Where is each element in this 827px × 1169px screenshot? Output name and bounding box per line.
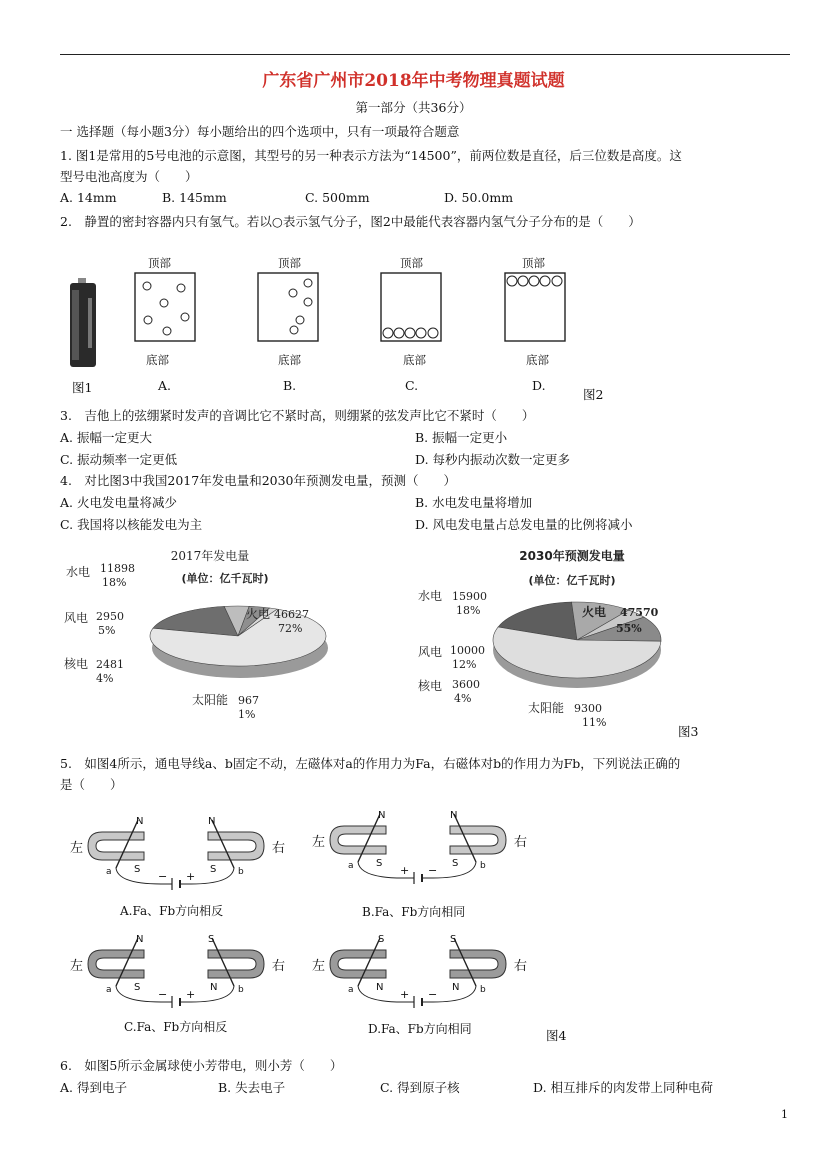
pie2030-value-thermal: 47570 (620, 606, 659, 619)
box-a (134, 272, 196, 342)
pie2017-value-wind: 2950 (96, 610, 124, 623)
pie-chart-2030 (412, 540, 682, 730)
box-c-label: C. (405, 378, 419, 393)
q4-option-b: B. 水电发电量将增加 (415, 495, 533, 510)
box-d-bottom-label: 底部 (526, 353, 549, 367)
right-side-label: 右 (514, 959, 528, 974)
pie2017-subtitle: (单位：亿千瓦时) (181, 572, 269, 585)
wire-a-label: a (106, 867, 112, 877)
left-magnet-top-pole: S (378, 934, 385, 945)
q1-option-b: B. 145mm (162, 190, 227, 205)
battery-sign-right: − (428, 864, 438, 877)
pie2017-value-solar: 967 (238, 694, 259, 707)
part-heading: 第一部分（共36分） (355, 100, 472, 115)
section-heading: 一 选择题（每小题3分）每小题给出的四个选项中，只有一项最符合题意 (60, 124, 460, 139)
pie2017-value-hydro: 11898 (100, 562, 135, 575)
q2-text: 2. 静置的密封容器内只有氢气。若以○表示氢气分子，图2中最能代表容器内氢气分子分布的是（ ） (60, 214, 641, 229)
pie2017-value-nuclear: 2481 (96, 658, 124, 671)
magnet-figure-b (308, 806, 548, 892)
right-magnet (208, 832, 264, 860)
pie-chart-2017 (60, 540, 350, 725)
right-magnet-bottom-pole: S (452, 858, 459, 869)
pie2030-label-solar: 太阳能 (528, 701, 565, 715)
box-c-top-label: 顶部 (400, 256, 423, 270)
right-side-label: 右 (272, 841, 286, 856)
pie2030-label-nuclear: 核电 (418, 679, 443, 693)
left-side-label: 左 (70, 959, 84, 974)
left-magnet-top-pole: N (136, 934, 144, 945)
pie2030-pct-hydro: 18% (456, 604, 481, 617)
q3-option-d: D. 每秒内振动次数一定更多 (415, 452, 571, 467)
battery-sign-left: − (158, 988, 168, 1001)
left-side-label: 左 (312, 959, 326, 974)
box-b-bottom-label: 底部 (278, 353, 301, 367)
wire-b-label: b (480, 861, 486, 871)
pie2030-title: 2030年预测发电量 (519, 549, 625, 563)
pie2017-pct-nuclear: 4% (96, 672, 114, 685)
right-magnet-bottom-pole: N (452, 982, 460, 993)
pie2030-value-solar: 9300 (574, 702, 602, 715)
battery-sign-right: − (428, 988, 438, 1001)
q3-option-b: B. 振幅一定更小 (415, 430, 508, 445)
q1-text-line2: 型号电池高度为（ ） (60, 169, 198, 184)
pie2030-pct-solar: 11% (582, 716, 607, 729)
wire-b-label: b (238, 867, 244, 877)
left-side-label: 左 (70, 841, 84, 856)
q1-option-c: C. 500mm (305, 190, 370, 205)
box-c (380, 272, 442, 342)
battery-sign-right: + (186, 988, 196, 1001)
wire-a-label: a (106, 985, 112, 995)
pie2030-pct-nuclear: 4% (454, 692, 472, 705)
pie2030-subtitle: (单位：亿千瓦时) (528, 574, 616, 587)
q5-text-line1: 5. 如图4所示，通电导线a、b固定不动，左磁体对a的作用力为Fa，右磁体对b的作用力为Fb，下列说法正确的 (60, 756, 681, 771)
pie2030-value-hydro: 15900 (452, 590, 487, 603)
q5-caption-a: A.Fa、Fb方向相反 (120, 904, 224, 918)
q4-option-a: A. 火电发电量将减少 (60, 495, 177, 510)
q3-text: 3. 吉他上的弦绷紧时发声的音调比它不紧时高，则绷紧的弦发声比它不紧时（ ） (60, 408, 535, 423)
battery-figure (64, 278, 104, 370)
pie2017-pct-thermal: 72% (278, 622, 303, 635)
q3-option-a: A. 振幅一定更大 (60, 430, 152, 445)
pie2017-pct-hydro: 18% (102, 576, 127, 589)
box-b-top-label: 顶部 (278, 256, 301, 270)
box-b (257, 272, 319, 342)
q4-option-d: D. 风电发电量占总发电量的比例将减小 (415, 517, 633, 532)
box-d-label: D. (532, 378, 546, 393)
right-magnet (208, 950, 264, 978)
right-magnet-top-pole: S (450, 934, 457, 945)
q1-text-line1: 1. 图1是常用的5号电池的示意图，其型号的另一种表示方法为“14500”，前两位数是直径，后三位数是高度。这 (60, 148, 682, 163)
fig1-caption: 图1 (72, 380, 93, 395)
left-magnet-bottom-pole: S (134, 982, 141, 993)
q5-caption-c: C.Fa、Fb方向相反 (124, 1020, 228, 1034)
left-magnet-bottom-pole: S (134, 864, 141, 875)
pie2030-value-wind: 10000 (450, 644, 485, 657)
pie2030-label-thermal: 火电 (582, 605, 607, 619)
q6-option-a: A. 得到电子 (60, 1080, 127, 1095)
battery-sign-left: + (400, 864, 410, 877)
wire-b-label: b (238, 985, 244, 995)
left-magnet-bottom-pole: S (376, 858, 383, 869)
right-magnet (450, 950, 506, 978)
wire-a-label: a (348, 861, 354, 871)
q6-text: 6. 如图5所示金属球使小芳带电，则小芳（ ） (60, 1058, 343, 1073)
left-magnet-bottom-pole: N (376, 982, 384, 993)
page-title: 广东省广州市2018年中考物理真题试题 (262, 71, 565, 91)
box-d-top-label: 顶部 (522, 256, 545, 270)
q1-option-a: A. 14mm (60, 190, 117, 205)
right-magnet-bottom-pole: S (210, 864, 217, 875)
box-a-bottom-label: 底部 (146, 353, 169, 367)
pie2030-pct-wind: 12% (452, 658, 477, 671)
battery-sign-left: + (400, 988, 410, 1001)
left-magnet (88, 832, 144, 860)
q5-text-line2: 是（ ） (60, 777, 123, 792)
right-magnet-bottom-pole: N (210, 982, 218, 993)
box-a-top-label: 顶部 (148, 256, 171, 270)
q6-option-d: D. 相互排斥的肉发带上同种电荷 (533, 1080, 714, 1095)
pie2017-label-nuclear: 核电 (64, 657, 89, 671)
right-side-label: 右 (514, 835, 528, 850)
left-side-label: 左 (312, 835, 326, 850)
pie2017-title: 2017年发电量 (170, 549, 250, 563)
pie2030-value-nuclear: 3600 (452, 678, 480, 691)
box-a-label: A. (158, 378, 172, 393)
pie2030-label-hydro: 水电 (418, 589, 443, 603)
q1-option-d: D. 50.0mm (444, 190, 514, 205)
right-magnet-top-pole: N (450, 810, 458, 821)
magnet-figure-d (308, 930, 548, 1016)
wire-a-label: a (348, 985, 354, 995)
right-magnet-top-pole: S (208, 934, 215, 945)
left-magnet (88, 950, 144, 978)
right-magnet-top-pole: N (208, 816, 216, 827)
fig2-caption: 图2 (583, 387, 604, 402)
q6-option-b: B. 失去电子 (218, 1080, 286, 1095)
q6-option-c: C. 得到原子核 (380, 1080, 460, 1095)
battery-sign-left: − (158, 870, 168, 883)
pie2017-pct-wind: 5% (98, 624, 116, 637)
pie2017-pct-solar: 1% (238, 708, 256, 721)
fig3-caption: 图3 (678, 724, 699, 739)
box-c-bottom-label: 底部 (403, 353, 426, 367)
q5-caption-b: B.Fa、Fb方向相同 (362, 905, 466, 919)
q5-caption-d: D.Fa、Fb方向相同 (368, 1022, 472, 1036)
left-magnet-top-pole: N (378, 810, 386, 821)
pie2017-label-thermal: 火电 (246, 607, 271, 621)
fig4-caption: 图4 (546, 1028, 567, 1043)
left-magnet-top-pole: N (136, 816, 144, 827)
q4-text: 4. 对比图3中我国2017年发电量和2030年预测发电量，预测（ ） (60, 473, 457, 488)
magnet-figure-c (66, 930, 296, 1010)
pie2017-value-thermal: 46627 (274, 608, 309, 621)
wire-b-label: b (480, 985, 486, 995)
page-number: 1 (781, 1108, 788, 1121)
pie2017-label-hydro: 水电 (66, 565, 91, 579)
right-side-label: 右 (272, 959, 286, 974)
q4-option-c: C. 我国将以核能发电为主 (60, 517, 203, 532)
left-magnet (330, 826, 386, 854)
pie2017-label-wind: 风电 (64, 611, 89, 625)
battery-sign-right: + (186, 870, 196, 883)
box-d (504, 272, 566, 342)
pie2017-label-solar: 太阳能 (192, 693, 229, 707)
right-magnet (450, 826, 506, 854)
left-magnet (330, 950, 386, 978)
header-rule (60, 54, 790, 55)
box-b-label: B. (283, 378, 297, 393)
q3-option-c: C. 振动频率一定更低 (60, 452, 178, 467)
pie2030-pct-thermal: 55% (616, 622, 642, 635)
magnet-figure-a (66, 812, 296, 892)
pie2030-label-wind: 风电 (418, 645, 443, 659)
